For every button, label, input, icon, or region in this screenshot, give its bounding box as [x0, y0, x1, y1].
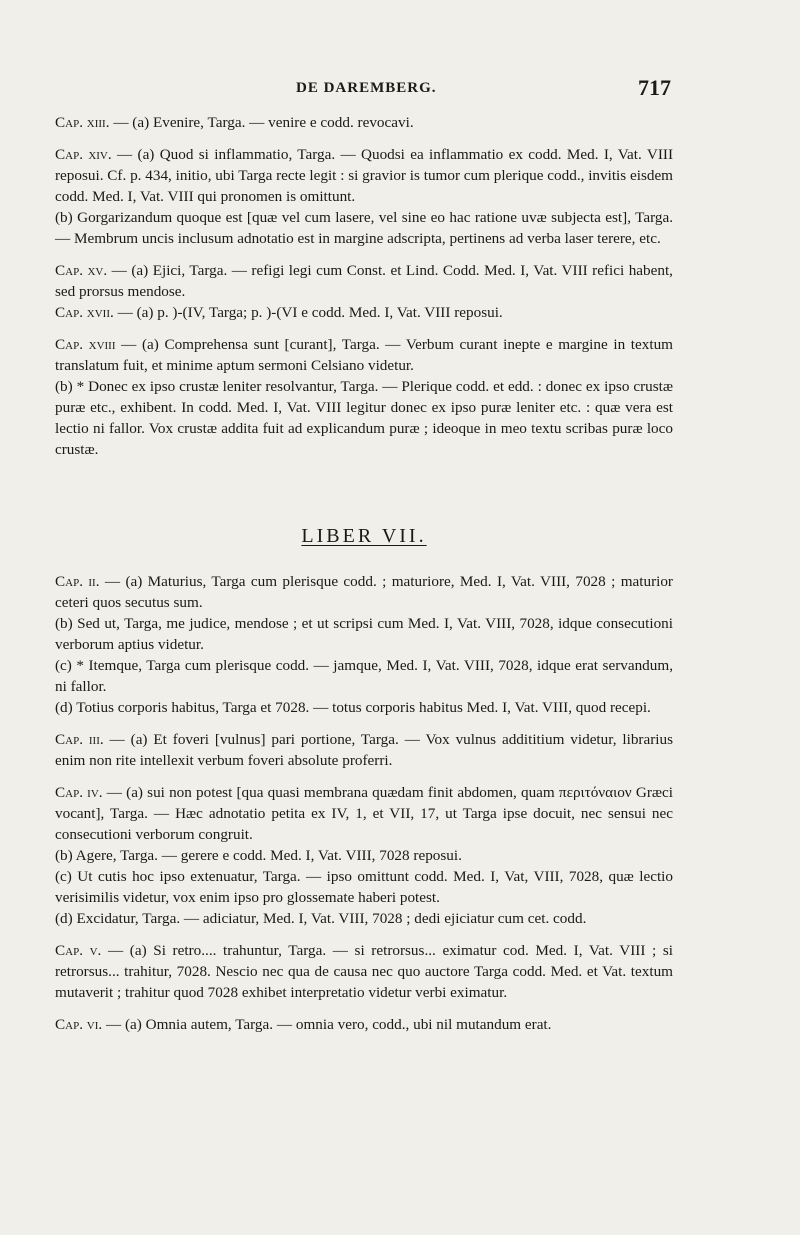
note-cap-iii: [55, 729, 673, 771]
note-text: — (a) Comprehensa sunt [curant], Targa. — Verbum curant inepte e margine in textum translatum fuit, et minime aptum sermoni Celsiano videtur.: [55, 336, 673, 374]
note-cap-ii-d: [55, 697, 673, 718]
note-text: — (a) Ejici, Targa. — refigi legi cum Const. et Lind. Codd. Med. I, Vat. VIII refici habent, sed prorsus mendose.: [55, 262, 673, 300]
note-cap-iv-c: [55, 866, 673, 908]
note-cap-xiv-b: [55, 207, 673, 249]
note-text: (d) Excidatur, Targa. — adiciatur, Med. I, Vat. VIII, 7028 ; dedi ejiciatur cum cet. codd.: [55, 910, 587, 927]
critical-apparatus: [55, 112, 673, 1035]
chapter-ref: Cap. xvii.: [55, 304, 114, 321]
note-cap-vi: [55, 1014, 673, 1035]
note-text: — (a) sui non potest [qua quasi membrana quædam finit abdomen, quam περιτόναιον Græci vocant], Targa. — Hæc adnotatio petita ex IV, 1, et VII, 17, ut Targa ipse docuit, nec sensui nec consecutioni verborum congruit.: [55, 784, 673, 843]
note-cap-ii-a: [55, 571, 673, 613]
note-text: — (a) Quod si inflammatio, Targa. — Quodsi ea inflammatio ex codd. Med. I, Vat. VIII reposui. Cf. p. 434, initio, ubi Targa recte legit : si gravior is tumor cum plerique codd., invitis eisdem codd. Med. I, Vat. VIII qui pronomen is omittunt.: [55, 146, 673, 205]
note-cap-iv-b: [55, 845, 673, 866]
note-text: — (a) Si retro.... trahuntur, Targa. — si retrorsus... eximatur cod. Med. I, Vat. VIII ; si retrorsus... trahitur, 7028. Nescio nec qua de causa nec quo auctore Targa codd. Med. et Vat. textum mutaverit ; trahitur quod 7028 exhibet interpretatio videtur verbi eximatur.: [55, 942, 673, 1001]
note-cap-ii-b: [55, 613, 673, 655]
note-text: — (a) Et foveri [vulnus] pari portione, Targa. — Vox vulnus addititium videtur, librarius enim non rite intellexit verbum foveri absolute proferri.: [55, 731, 673, 769]
note-cap-xiv-a: [55, 144, 673, 207]
chapter-ref: Cap. iv.: [55, 784, 103, 801]
note-text: — (a) Evenire, Targa. — venire e codd. revocavi.: [109, 114, 414, 131]
note-text: (b) Gorgarizandum quoque est [quæ vel cum lasere, vel sine eo hac ratione uvæ subjecta est], Targa. — Membrum uncis inclusum adnotatio est in margine adscripta, pertinens ad verba laser terere, etc.: [55, 209, 673, 247]
chapter-ref: Cap. xv.: [55, 262, 108, 279]
note-cap-v: [55, 940, 673, 1003]
note-text: — (a) Maturius, Targa cum plerisque codd. ; maturiore, Med. I, Vat. VIII, 7028 ; maturior ceteri quos secutus sum.: [55, 573, 673, 611]
note-cap-xviii-a: [55, 334, 673, 376]
note-cap-xiii: [55, 112, 673, 133]
page-header: [56, 75, 671, 102]
chapter-ref: Cap. xiv.: [55, 146, 112, 163]
chapter-ref: Cap. v.: [55, 942, 102, 959]
running-head: DE DAREMBERG.: [296, 80, 437, 96]
note-cap-iv-a: [55, 782, 673, 845]
chapter-ref: Cap. xiii.: [55, 114, 110, 131]
note-cap-xv: [55, 260, 673, 302]
note-text: (b) * Donec ex ipso crustæ leniter resolvantur, Targa. — Plerique codd. et edd. : donec ex ipso crustæ puræ etc., exhibent. In codd. Med. I, Vat. VIII legitur donec ex ipso puræ leniter etc. : quæ vera est lectio ni fallor. Vox crustæ addita fuit ad explicandum puræ ; ideoque in meo textu scribas puræ loco crustæ.: [55, 378, 673, 458]
note-cap-ii-c: [55, 655, 673, 697]
page-number: 717: [638, 75, 671, 100]
chapter-ref: Cap. vi.: [55, 1016, 103, 1033]
note-text: — (a) Omnia autem, Targa. — omnia vero, codd., ubi nil mutandum erat.: [102, 1016, 552, 1033]
note-text: (c) Ut cutis hoc ipso extenuatur, Targa. — ipso omittunt codd. Med. I, Vat, VIII, 7028, quæ lectio verisimilis videtur, vox enim ipso pro glossemate haberi potest.: [55, 868, 673, 906]
chapter-ref: Cap. xviii: [55, 336, 116, 353]
note-text: (b) Sed ut, Targa, me judice, mendose ; et ut scripsi cum Med. I, Vat. VIII, 7028, idque consecutioni verborum aptius videtur.: [55, 615, 673, 653]
note-cap-xvii: [55, 302, 673, 323]
chapter-ref: Cap. iii.: [55, 731, 104, 748]
note-text: — (a) p. )-(IV, Targa; p. )-(VI e codd. Med. I, Vat. VIII reposui.: [113, 304, 503, 321]
note-cap-iv-d: [55, 908, 673, 929]
note-cap-xviii-b: [55, 376, 673, 460]
book-title: LIBER VII.: [301, 525, 427, 547]
note-text: (b) Agere, Targa. — gerere e codd. Med. I, Vat. VIII, 7028 reposui.: [55, 847, 462, 864]
note-text: (c) * Itemque, Targa cum plerisque codd. — jamque, Med. I, Vat. VIII, 7028, idque erat servandum, ni fallor.: [55, 657, 673, 695]
note-text: (d) Totius corporis habitus, Targa et 7028. — totus corporis habitus Med. I, Vat. VIII, quod recepi.: [55, 699, 651, 716]
chapter-ref: Cap. ii.: [55, 573, 100, 590]
